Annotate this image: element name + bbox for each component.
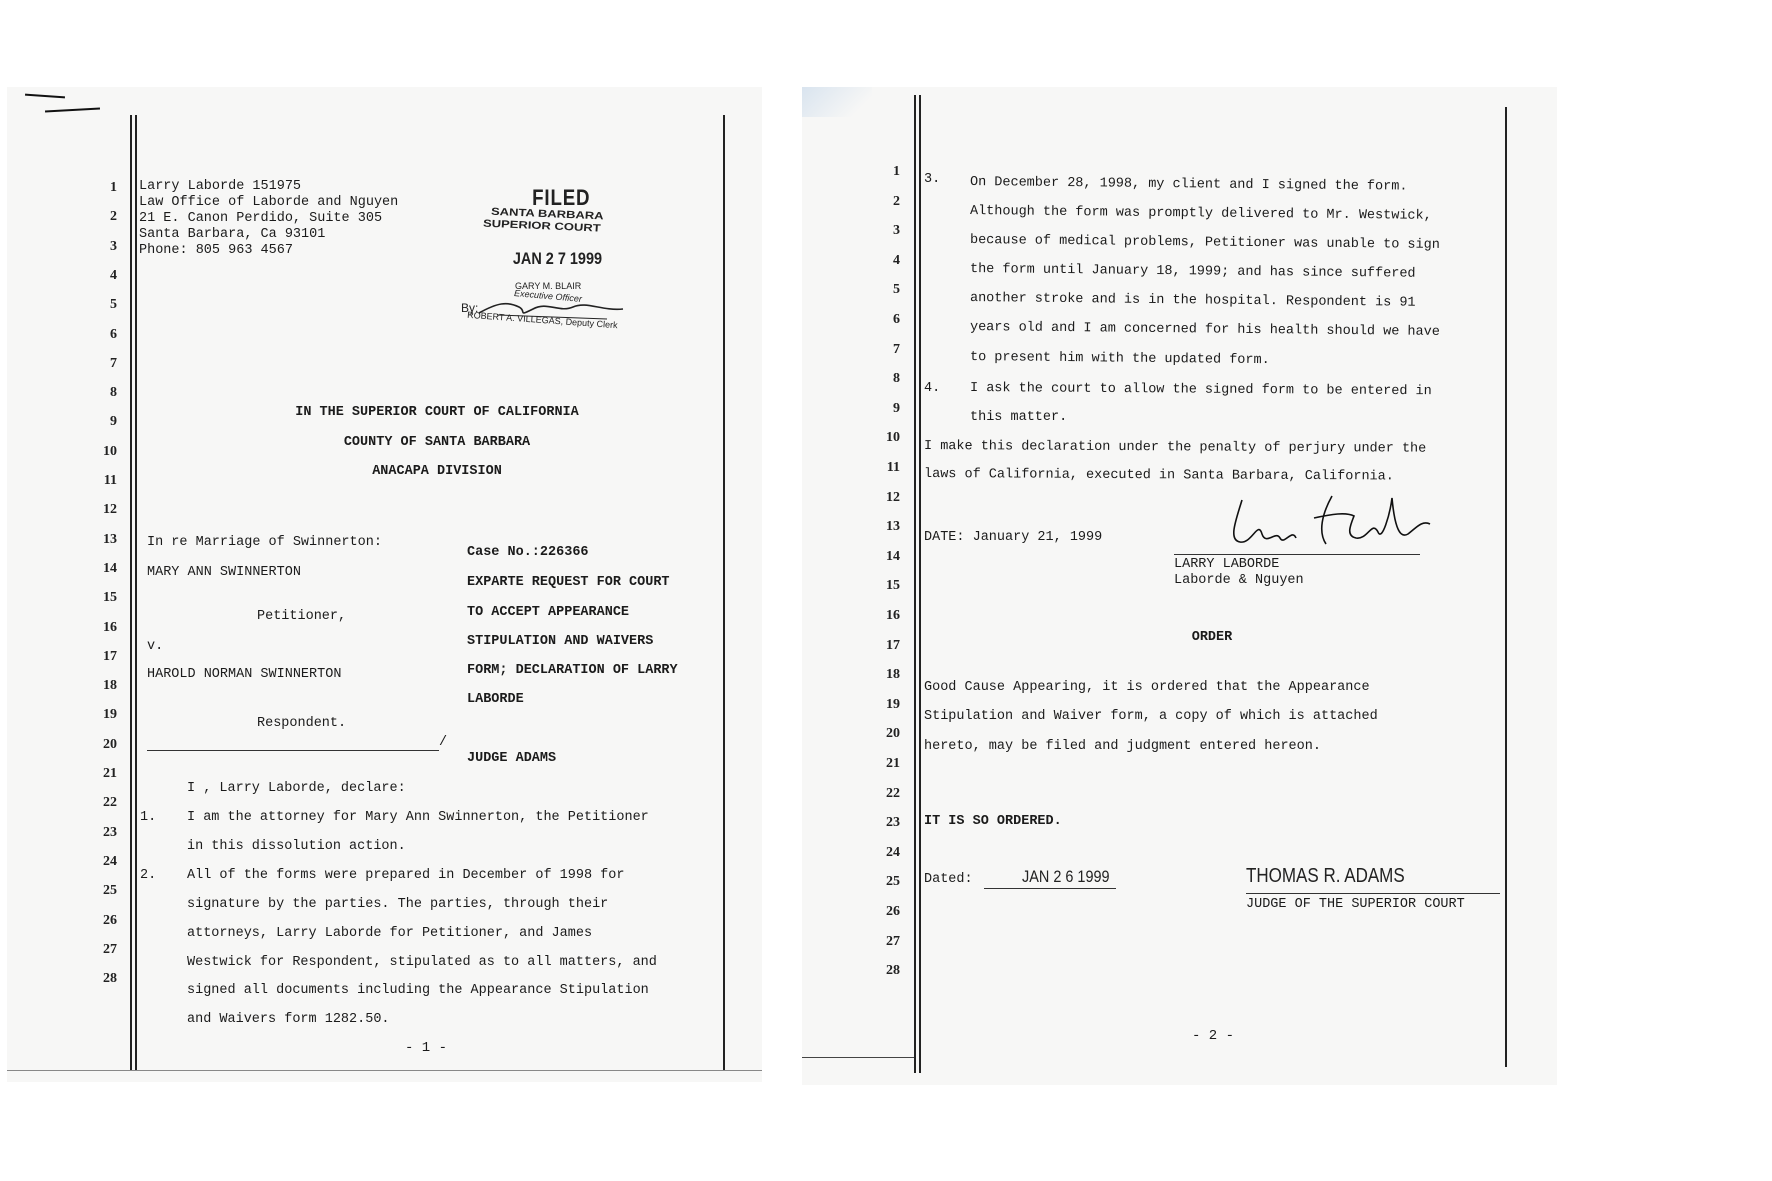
line-number: 3 <box>110 238 117 254</box>
paragraph-line: signature by the parties. The parties, through their <box>187 897 609 912</box>
line-number: 8 <box>110 385 117 401</box>
paragraph-number: 1. <box>140 810 157 825</box>
page-footer-number: - 2 - <box>1192 1028 1235 1044</box>
line-number: 15 <box>103 590 117 606</box>
line-number: 10 <box>103 443 117 459</box>
caption-petitioner-label: Petitioner, <box>257 609 347 624</box>
case-title-line: STIPULATION AND WAIVERS <box>467 634 654 649</box>
filed-stamp-court: SANTA BARBARA <box>490 205 604 222</box>
line-number: 15 <box>886 578 900 594</box>
line-number: 19 <box>103 707 117 723</box>
line-number: 14 <box>886 548 900 564</box>
filed-stamp-clerk: ROBERT A. VILLEGAS, Deputy Clerk <box>466 309 618 331</box>
case-title-line: TO ACCEPT APPEARANCE <box>467 605 630 620</box>
perjury-line: laws of California, executed in Santa Barbara, California. <box>923 467 1394 485</box>
line-number: 5 <box>110 297 117 313</box>
attorney-line: Santa Barbara, Ca 93101 <box>139 227 326 242</box>
court-heading-line: ANACAPA DIVISION <box>372 464 502 479</box>
caption-versus: v. <box>147 639 164 654</box>
paragraph-line: signed all documents including the Appearance Stipulation <box>187 983 649 998</box>
scan-mark <box>25 94 65 99</box>
dated-stamp: JAN 2 6 1999 <box>1022 867 1110 886</box>
left-margin-rule <box>914 95 916 1073</box>
order-line: Good Cause Appearing, it is ordered that the Appearance <box>924 680 1370 695</box>
line-number: 21 <box>886 756 900 771</box>
line-number: 18 <box>886 667 900 683</box>
so-ordered: IT IS SO ORDERED. <box>924 814 1062 829</box>
line-number: 20 <box>886 726 900 742</box>
caption-petitioner-name: MARY ANN SWINNERTON <box>147 565 301 580</box>
signer-name: LARRY LABORDE <box>1174 557 1280 572</box>
filed-stamp-officer-title: Executive Officer <box>513 288 583 304</box>
line-number: 17 <box>886 637 900 653</box>
line-number: 7 <box>110 355 117 371</box>
line-number: 17 <box>103 648 117 664</box>
dated-line <box>984 888 1116 889</box>
line-number: 14 <box>103 560 117 576</box>
filed-stamp-title: FILED <box>532 185 591 210</box>
line-number: 5 <box>893 282 900 298</box>
case-title-line: FORM; DECLARATION OF LARRY <box>467 663 678 678</box>
line-number: 25 <box>103 883 117 899</box>
line-number: 2 <box>110 209 117 225</box>
line-number: 6 <box>110 326 117 342</box>
paragraph-number: 2. <box>140 868 157 883</box>
perjury-line: I make this declaration under the penalty of perjury under the <box>923 439 1427 457</box>
paragraph-number: 4. <box>924 381 941 396</box>
line-number: 22 <box>886 785 900 801</box>
filed-stamp-by: By: <box>461 301 479 315</box>
document-page-2 <box>802 87 1557 1085</box>
paragraph-line: and Waivers form 1282.50. <box>187 1012 390 1027</box>
paragraph-line: the form until January 18, 1999; and has since suffered <box>969 262 1416 282</box>
paragraph-line: On December 28, 1998, my client and I signed the form. <box>969 175 1408 195</box>
line-number: 24 <box>103 853 117 869</box>
paragraph-line: because of medical problems, Petitioner was unable to sign <box>969 233 1440 253</box>
line-number: 11 <box>103 473 117 488</box>
paragraph-line: All of the forms were prepared in December of 1998 for <box>187 868 625 883</box>
line-number: 26 <box>103 912 117 928</box>
paragraph-line: Although the form was promptly delivered to Mr. Westwick, <box>969 204 1432 224</box>
paragraph-line: I ask the court to allow the signed form to be entered in <box>969 381 1432 400</box>
court-heading-line: IN THE SUPERIOR COURT OF CALIFORNIA <box>295 405 579 420</box>
attorney-line: Phone: 805 963 4567 <box>139 243 293 258</box>
line-number: 2 <box>893 193 900 209</box>
caption-respondent-name: HAROLD NORMAN SWINNERTON <box>147 667 342 682</box>
attorney-line: Larry Laborde 151975 <box>139 179 302 194</box>
line-number: 16 <box>886 608 900 623</box>
line-number: 1 <box>893 164 900 179</box>
court-heading-line: COUNTY OF SANTA BARBARA <box>343 435 531 450</box>
paragraph-line: attorneys, Larry Laborde for Petitioner, and James <box>187 926 593 941</box>
document-page-1 <box>7 87 762 1082</box>
line-number: 27 <box>886 933 900 949</box>
line-number: 23 <box>103 824 117 840</box>
paragraph-line: to present him with the updated form. <box>969 350 1270 369</box>
line-number: 11 <box>886 460 900 475</box>
judge-title: JUDGE OF THE SUPERIOR COURT <box>1246 897 1465 912</box>
declare-line: I , Larry Laborde, declare: <box>187 781 406 796</box>
line-number: 13 <box>103 531 117 547</box>
line-number: 10 <box>886 430 900 446</box>
order-heading: ORDER <box>1191 630 1233 645</box>
case-title-line: LABORDE <box>467 692 524 707</box>
paragraph-line: another stroke and is in the hospital. Respondent is 91 <box>969 291 1416 311</box>
line-number: 28 <box>886 963 900 979</box>
paragraph-line: in this dissolution action. <box>187 839 406 854</box>
line-number: 26 <box>886 904 900 919</box>
filed-stamp-court: SUPERIOR COURT <box>482 217 602 234</box>
line-number: 9 <box>893 400 900 416</box>
left-margin-rule-inner <box>919 95 921 1073</box>
paragraph-line: years old and I am concerned for his health should we have <box>969 320 1440 340</box>
line-number: 16 <box>103 619 117 635</box>
caption-in-re: In re Marriage of Swinnerton: <box>147 535 382 550</box>
signature-line <box>1174 554 1420 555</box>
line-number: 1 <box>110 180 117 195</box>
case-number: Case No.:226366 <box>467 545 589 560</box>
line-number: 13 <box>886 519 900 535</box>
dated-label: Dated: <box>924 872 973 887</box>
left-margin-rule <box>130 115 132 1070</box>
caption-slash: / <box>439 735 448 750</box>
line-number: 7 <box>893 341 900 357</box>
caption-respondent-label: Respondent. <box>257 716 347 731</box>
line-number: 24 <box>886 844 900 860</box>
page-edge-line <box>802 1057 914 1058</box>
attorney-line: Law Office of Laborde and Nguyen <box>139 195 399 210</box>
line-number: 12 <box>103 502 117 518</box>
line-number: 9 <box>110 414 117 430</box>
line-number: 4 <box>893 252 900 268</box>
line-number: 20 <box>103 736 117 752</box>
line-number: 19 <box>886 696 900 712</box>
judge-signature-line <box>1246 893 1500 894</box>
paragraph-number: 3. <box>924 172 941 187</box>
attorney-line: 21 E. Canon Perdido, Suite 305 <box>139 211 383 226</box>
scan-shadow <box>802 87 872 117</box>
line-number: 12 <box>886 489 900 505</box>
line-number: 23 <box>886 815 900 831</box>
line-number: 18 <box>103 678 117 694</box>
caption-underline <box>147 750 439 751</box>
right-margin-rule <box>1505 107 1507 1067</box>
line-number: 8 <box>893 371 900 387</box>
scan-mark <box>45 108 100 113</box>
declaration-date: DATE: January 21, 1999 <box>924 530 1103 545</box>
line-number: 25 <box>886 874 900 890</box>
judge-assignment: JUDGE ADAMS <box>467 751 557 766</box>
signer-firm: Laborde & Nguyen <box>1174 573 1304 588</box>
filed-stamp-officer: GARY M. BLAIR <box>515 281 582 291</box>
page-edge-line <box>7 1070 762 1071</box>
judge-name-stamp: THOMAS R. ADAMS <box>1246 865 1405 887</box>
page-footer-number: - 1 - <box>405 1040 448 1056</box>
left-margin-rule-inner <box>135 115 137 1070</box>
line-number: 3 <box>893 223 900 239</box>
declarant-signature-icon <box>1222 490 1432 550</box>
order-line: hereto, may be filed and judgment entered hereon. <box>924 739 1321 754</box>
paragraph-line: I am the attorney for Mary Ann Swinnerton, the Petitioner <box>187 810 649 825</box>
case-title-line: EXPARTE REQUEST FOR COURT <box>467 575 670 590</box>
paragraph-line: Westwick for Respondent, stipulated as to all matters, and <box>187 955 657 970</box>
line-number: 6 <box>893 312 900 327</box>
filed-stamp-date: JAN 2 7 1999 <box>512 249 603 268</box>
line-number: 27 <box>103 941 117 957</box>
line-number: 22 <box>103 795 117 811</box>
line-number: 21 <box>103 766 117 781</box>
line-number: 28 <box>103 971 117 987</box>
paragraph-line: this matter. <box>970 410 1068 425</box>
line-number: 4 <box>110 267 117 283</box>
right-margin-rule <box>723 115 725 1070</box>
order-line: Stipulation and Waiver form, a copy of which is attached <box>924 709 1378 724</box>
